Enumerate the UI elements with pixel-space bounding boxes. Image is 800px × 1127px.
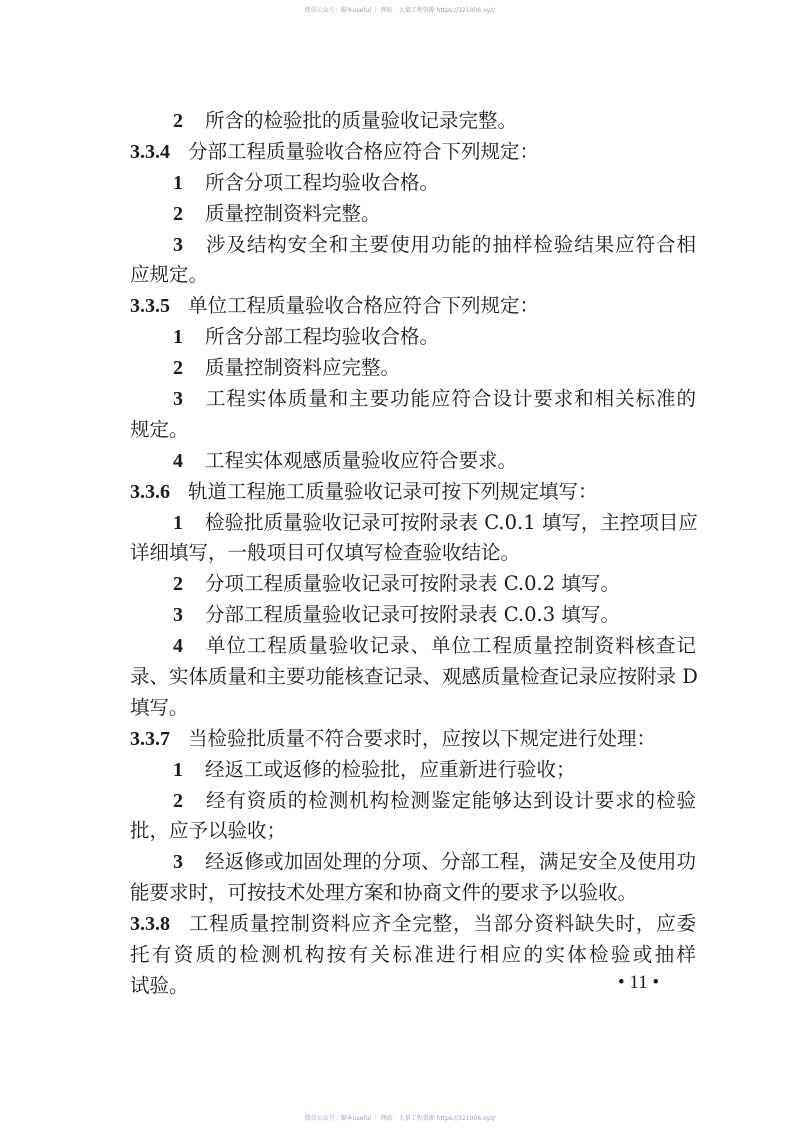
line-text: 填写。 <box>130 695 189 719</box>
text-line <box>130 353 696 384</box>
clause-item <box>130 600 696 631</box>
line-text: 工程实体观感质量验收应符合要求。 <box>205 448 518 472</box>
line-text: 托有资质的检测机构按有关标准进行相应的实体检验或抽样 <box>130 943 696 967</box>
text-line <box>130 538 696 569</box>
clause-item <box>130 508 696 570</box>
clause-item <box>130 106 696 137</box>
line-text: 详细填写，一般项目可仅填写检查验收结论。 <box>130 541 521 565</box>
item-number: 2 <box>173 110 183 132</box>
item-number: 2 <box>173 573 183 596</box>
section-number: 3.3.4 <box>130 140 170 163</box>
line-text: 质量控制资料完整。 <box>205 201 381 225</box>
text-line <box>130 446 696 477</box>
line-text: 录、实体质量和主要功能核查记录、观感质量检查记录应按附录 D <box>130 665 698 689</box>
item-number: 3 <box>173 604 183 627</box>
item-number: 1 <box>173 171 183 194</box>
text-line <box>130 415 696 446</box>
line-text: 当检验批质量不符合要求时，应按以下规定进行处理： <box>188 726 657 750</box>
section-number: 3.3.8 <box>130 913 170 936</box>
line-text: 单位工程质量验收记录、单位工程质量控制资料核查记 <box>205 634 696 658</box>
item-number: 4 <box>173 635 183 658</box>
item-number: 2 <box>173 789 183 812</box>
text-line <box>130 940 696 971</box>
line-text: 检验批质量验收记录可按附录表 C.0.1 填写，主控项目应 <box>205 510 698 534</box>
clause-item <box>130 384 696 446</box>
text-line <box>130 322 696 353</box>
line-text: 工程实体质量和主要功能应符合设计要求和相关标准的 <box>205 387 696 411</box>
line-text: 经有资质的检测机构检测鉴定能够达到设计要求的检验 <box>205 788 696 812</box>
text-line <box>130 384 696 415</box>
clause-item <box>130 755 696 786</box>
line-text: 涉及结构安全和主要使用功能的抽样检验结果应符合相 <box>205 232 696 256</box>
item-number: 2 <box>173 357 183 380</box>
clause-item <box>130 631 696 724</box>
line-text: 轨道工程施工质量验收记录可按下列规定填写： <box>188 479 598 503</box>
line-text: 分部工程质量验收记录可按附录表 C.0.3 填写。 <box>205 603 620 627</box>
line-text: 规定。 <box>130 417 189 441</box>
text-line <box>130 477 696 508</box>
text-line <box>130 909 696 940</box>
text-line <box>130 600 696 631</box>
text-line <box>130 291 696 322</box>
line-text: 经返修或加固处理的分项、分部工程，满足安全及使用功 <box>205 850 696 874</box>
text-line <box>130 199 696 230</box>
line-text: 单位工程质量验收合格应符合下列规定： <box>188 294 540 318</box>
line-text: 经返工或返修的检验批，应重新进行验收； <box>205 757 576 781</box>
text-line <box>130 878 696 909</box>
text-line <box>130 569 696 600</box>
line-text: 分部工程质量验收合格应符合下列规定： <box>188 139 540 163</box>
section-clause <box>130 724 696 755</box>
item-number: 2 <box>173 202 183 225</box>
text-line <box>130 631 696 662</box>
line-text: 批，应予以验收； <box>130 819 287 843</box>
watermark-top: 微信公众号：脚本useful ｜ 网站：大量工程资源 https://321006.xyz/ <box>304 7 496 14</box>
item-number: 3 <box>173 851 183 874</box>
section-number: 3.3.7 <box>130 727 170 750</box>
clause-item <box>130 230 696 292</box>
clause-item <box>130 322 696 353</box>
text-line <box>130 816 696 847</box>
line-text: 能要求时，可按技术处理方案和协商文件的要求予以验收。 <box>130 881 638 905</box>
text-line <box>130 755 696 786</box>
item-number: 4 <box>173 449 183 472</box>
clause-item <box>130 569 696 600</box>
text-line <box>130 106 696 137</box>
line-text: 所含分项工程均验收合格。 <box>205 170 440 194</box>
clause-item <box>130 353 696 384</box>
item-number: 3 <box>173 233 183 256</box>
clause-item <box>130 847 696 909</box>
line-text: 分项工程质量验收记录可按附录表 C.0.2 填写。 <box>205 572 620 596</box>
page-number: • 11 • <box>618 972 660 993</box>
text-line <box>130 260 696 291</box>
section-clause <box>130 137 696 168</box>
item-number: 1 <box>173 758 183 781</box>
clause-item <box>130 446 696 477</box>
line-text: 所含的检验批的质量验收记录完整。 <box>205 109 518 132</box>
document-body <box>130 106 696 1002</box>
clause-item <box>130 199 696 230</box>
section-number: 3.3.6 <box>130 480 170 503</box>
item-number: 1 <box>173 326 183 349</box>
text-line <box>130 168 696 199</box>
text-line <box>130 693 696 724</box>
text-line <box>130 230 696 261</box>
line-text: 试验。 <box>130 973 189 997</box>
item-number: 3 <box>173 388 183 411</box>
section-clause <box>130 291 696 322</box>
text-line <box>130 508 696 539</box>
item-number: 1 <box>173 511 183 534</box>
text-line <box>130 847 696 878</box>
text-line <box>130 786 696 817</box>
section-number: 3.3.5 <box>130 295 170 318</box>
text-line <box>130 971 696 1002</box>
section-clause <box>130 477 696 508</box>
line-text: 工程质量控制资料应齐全完整，当部分资料缺失时，应委 <box>188 912 696 936</box>
clause-item <box>130 786 696 848</box>
clause-item <box>130 168 696 199</box>
line-text: 应规定。 <box>130 263 209 287</box>
text-line <box>130 662 696 693</box>
watermark-bottom: 微信公众号：脚本useful ｜ 网站：大量工程资源 https://321006.xyz/ <box>304 1115 496 1122</box>
section-clause <box>130 909 696 1002</box>
line-text: 质量控制资料应完整。 <box>205 356 401 380</box>
text-line <box>130 724 696 755</box>
text-line <box>130 137 696 168</box>
line-text: 所含分部工程均验收合格。 <box>205 325 440 349</box>
